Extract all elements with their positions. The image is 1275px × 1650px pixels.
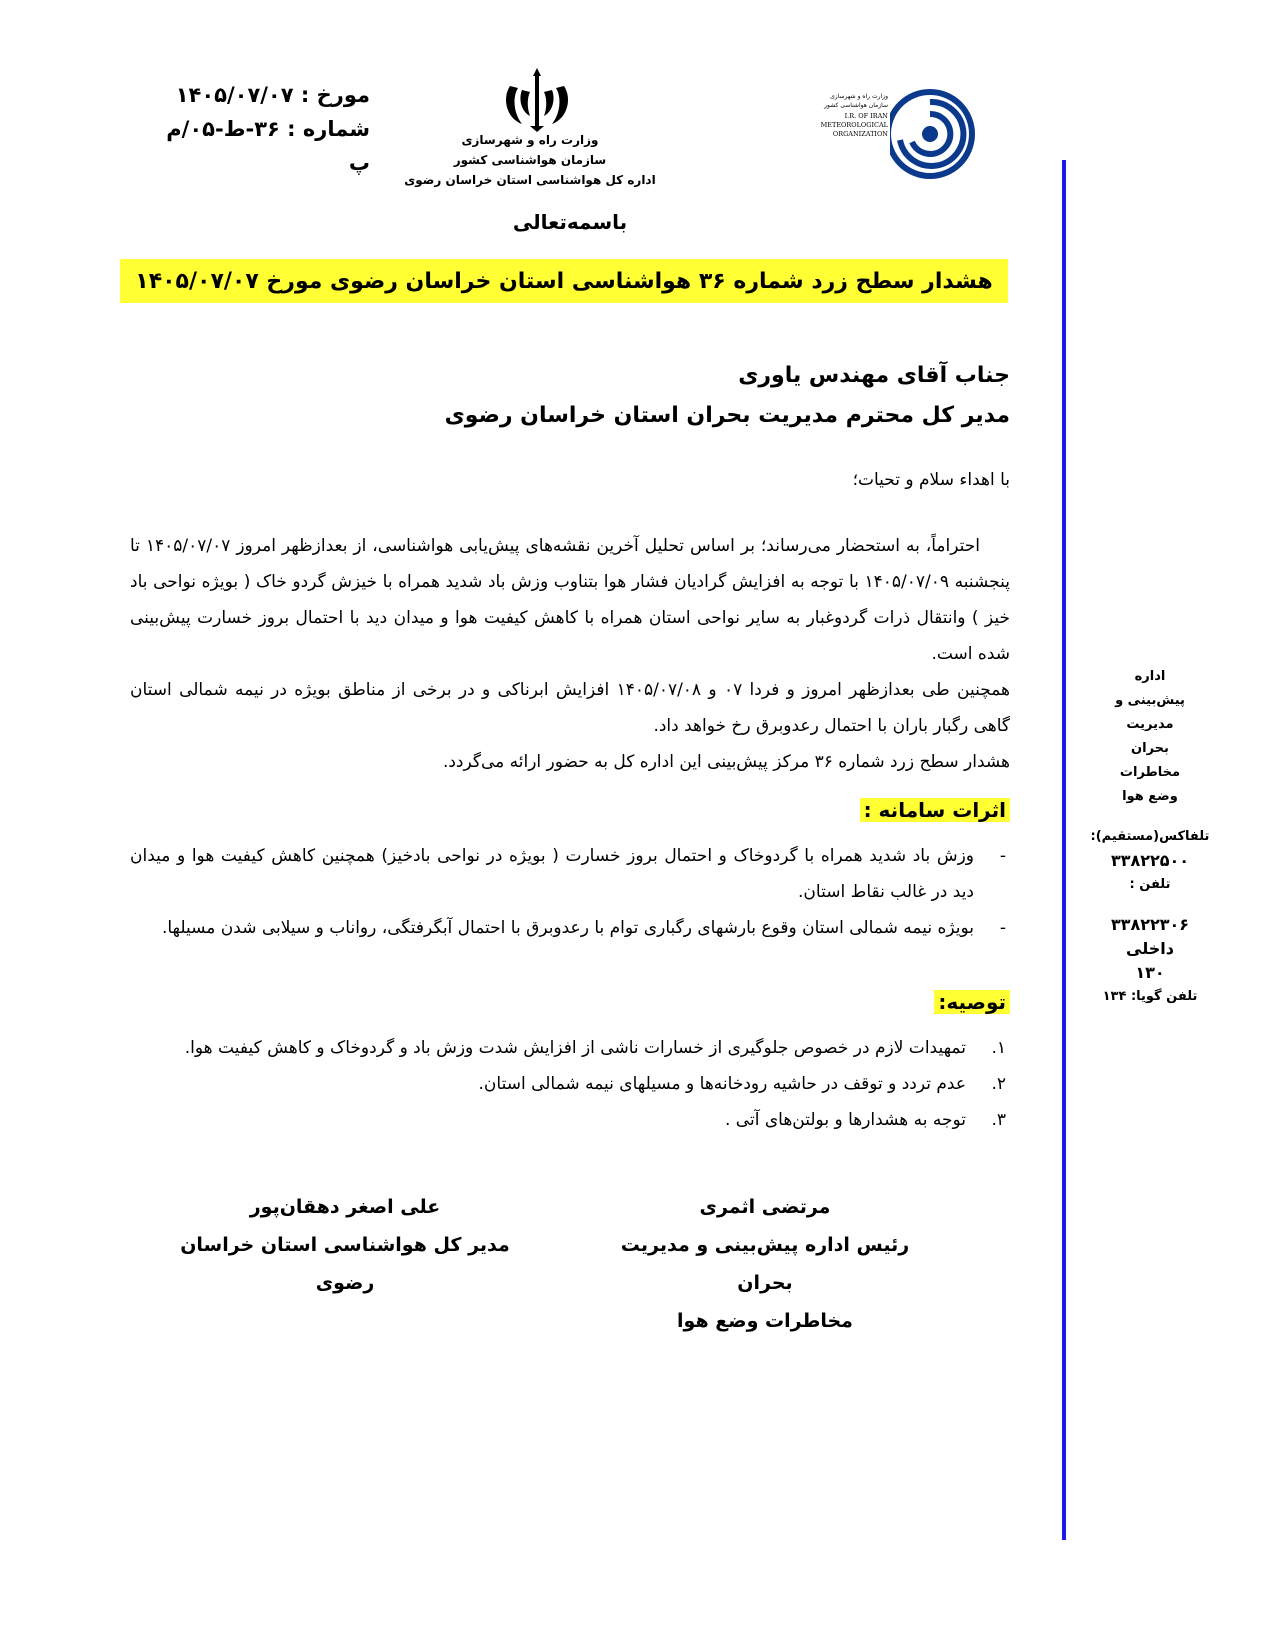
item-number: ۲. (991, 1074, 1006, 1094)
list-item (130, 1030, 1010, 1066)
recommendations-heading-wrap (934, 990, 1010, 1014)
signer-title: مخاطرات وضع هوا (677, 1310, 853, 1332)
recommendation-text: عدم تردد و توقف در حاشیه رودخانه‌ها و مسیلهای نیمه شمالی استان. (478, 1074, 966, 1094)
recommendations-heading: توصیه: (934, 990, 1010, 1014)
greeting: با اهداء سلام و تحیات؛ (852, 470, 1010, 490)
impacts-list (130, 838, 1010, 946)
dept-line: مخاطرات (1119, 765, 1181, 780)
list-item (130, 1102, 1010, 1138)
addressee-block (250, 356, 1010, 436)
body-paragraph: هشدار سطح زرد شماره ۳۶ مرکز پیش‌بینی این اداره کل به حضور ارائه می‌گردد. (442, 752, 1010, 772)
recommendation-text: تمهیدات لازم در خصوص جلوگیری از خسارات ناشی از افزایش شدت وزش باد و گردوخاک و کاهش کیفیت هوا. (184, 1038, 966, 1058)
dept-line: پیش‌بینی و (1115, 693, 1185, 708)
bullet-dash: - (999, 846, 1006, 866)
impact-text: وزش باد شدید همراه با گردوخاک و احتمال بروز خسارت ( بویژه در نواحی بادخیز) همچنین کاهش کیفیت هوا و میدان دید در غالب نقاط استان. (130, 846, 974, 902)
dept-line: اداره (1134, 669, 1166, 684)
signer-name: علی اصغر دهقان‌پور (249, 1196, 441, 1218)
margin-divider (1062, 160, 1066, 1540)
body-paragraph: همچنین طی بعدازظهر امروز و فردا ۰۷ و ۱۴۰۵/۰۷/۰۸ افزایش ابرناکی و در برخی از مناطق بویژه در نیمه شمالی استان گاهی رگبار باران با احتمال رعدوبرق رخ خواهد داد. (130, 680, 1010, 736)
impact-text: بویژه نیمه شمالی استان وقوع بارشهای رگباری توام با رعدوبرق با احتمال آبگرفتگی، رواناب و سیلابی شدن مسیلها. (161, 918, 974, 938)
internal-number: ۱۳۰ (1135, 963, 1165, 982)
impacts-heading-wrap (860, 798, 1010, 822)
fax-label: تلفاکس(مستقیم): (1090, 829, 1210, 844)
org-line: سازمان هواشناسی کشور (453, 153, 607, 167)
organization-block (380, 130, 680, 190)
recommendation-text: توجه به هشدارها و بولتن‌های آتی . (725, 1110, 966, 1130)
met-organization-logo (820, 78, 980, 188)
logo-text: سازمان هواشناسی کشور (824, 102, 888, 109)
signer-name: مرتضی اثمری (699, 1196, 831, 1218)
item-number: ۱. (991, 1038, 1006, 1058)
phone-label: تلفن : (1129, 877, 1171, 892)
voice-phone: تلفن گویا: ۱۳۴ (1102, 989, 1198, 1004)
warning-banner-text: هشدار سطح زرد شماره ۳۶ هواشناسی استان خراسان رضوی مورخ ۱۴۰۵/۰۷/۰۷ (135, 268, 993, 294)
signature-left (170, 1188, 520, 1302)
signature-right (600, 1188, 930, 1340)
basmeh-heading: باسمه‌تعالی (512, 210, 628, 234)
dept-line: وضع هوا (1122, 789, 1178, 804)
addressee-name: جناب آقای مهندس یاوری (738, 363, 1010, 388)
internal-label: داخلی (1126, 939, 1174, 958)
addressee-title: مدیر کل محترم مدیریت بحران استان خراسان رضوی (444, 403, 1010, 428)
bullet-dash: - (999, 918, 1006, 938)
letter-meta (140, 78, 370, 180)
list-item (130, 910, 1010, 946)
dept-line: بحران (1131, 741, 1169, 756)
signer-title: رئیس اداره پیش‌بینی و مدیریت بحران (620, 1234, 910, 1294)
dept-line: مدیریت (1126, 717, 1174, 732)
contact-sidebar (1090, 665, 1210, 1009)
impacts-heading: اثرات سامانه : (860, 798, 1010, 822)
letter-date: مورخ : ۱۴۰۵/۰۷/۰۷ (175, 83, 370, 107)
fax-number: ۳۳۸۲۲۵۰۰ (1110, 851, 1190, 870)
logo-text: وزارت راه و شهرسازی (830, 93, 888, 100)
logo-text: ORGANIZATION (832, 130, 888, 138)
signer-title: مدیر کل هواشناسی استان خراسان رضوی (180, 1234, 510, 1294)
phone-number: ۳۳۸۲۲۳۰۶ (1110, 915, 1190, 934)
letter-body (130, 528, 1010, 780)
logo-text: I.R. OF IRAN (844, 112, 888, 120)
warning-banner (120, 259, 1008, 303)
iran-emblem-icon (500, 66, 574, 134)
logo-text: METEOROLOGICAL (820, 121, 888, 129)
recommendations-list (130, 1030, 1010, 1138)
list-item (130, 1066, 1010, 1102)
org-line: اداره کل هواشناسی استان خراسان رضوی (404, 173, 656, 187)
body-paragraph: احتراماً، به استحضار می‌رساند؛ بر اساس تحلیل آخرین نقشه‌های پیش‌یابی هواشناسی، از بعدازظهر امروز ۱۴۰۵/۰۷/۰۷ تا پنجشنبه ۱۴۰۵/۰۷/۰۹ با توجه به افزایش گرادیان فشار هوا بتناوب وزش باد شدید همراه با خیزش گردو خاک ( بویژه نواحی باد خیز ) وانتقال ذرات گردوغبار به سایر نواحی استان همراه با کاهش کیفیت هوا و میدان دید با احتمال بروز خسارت پیش‌بینی شده است. (130, 536, 1011, 664)
item-number: ۳. (991, 1110, 1006, 1130)
list-item (130, 838, 1010, 910)
letter-number: شماره : ۳۶-ط-۰۵/م پ (166, 117, 370, 175)
org-line: وزارت راه و شهرسازی (461, 133, 599, 147)
